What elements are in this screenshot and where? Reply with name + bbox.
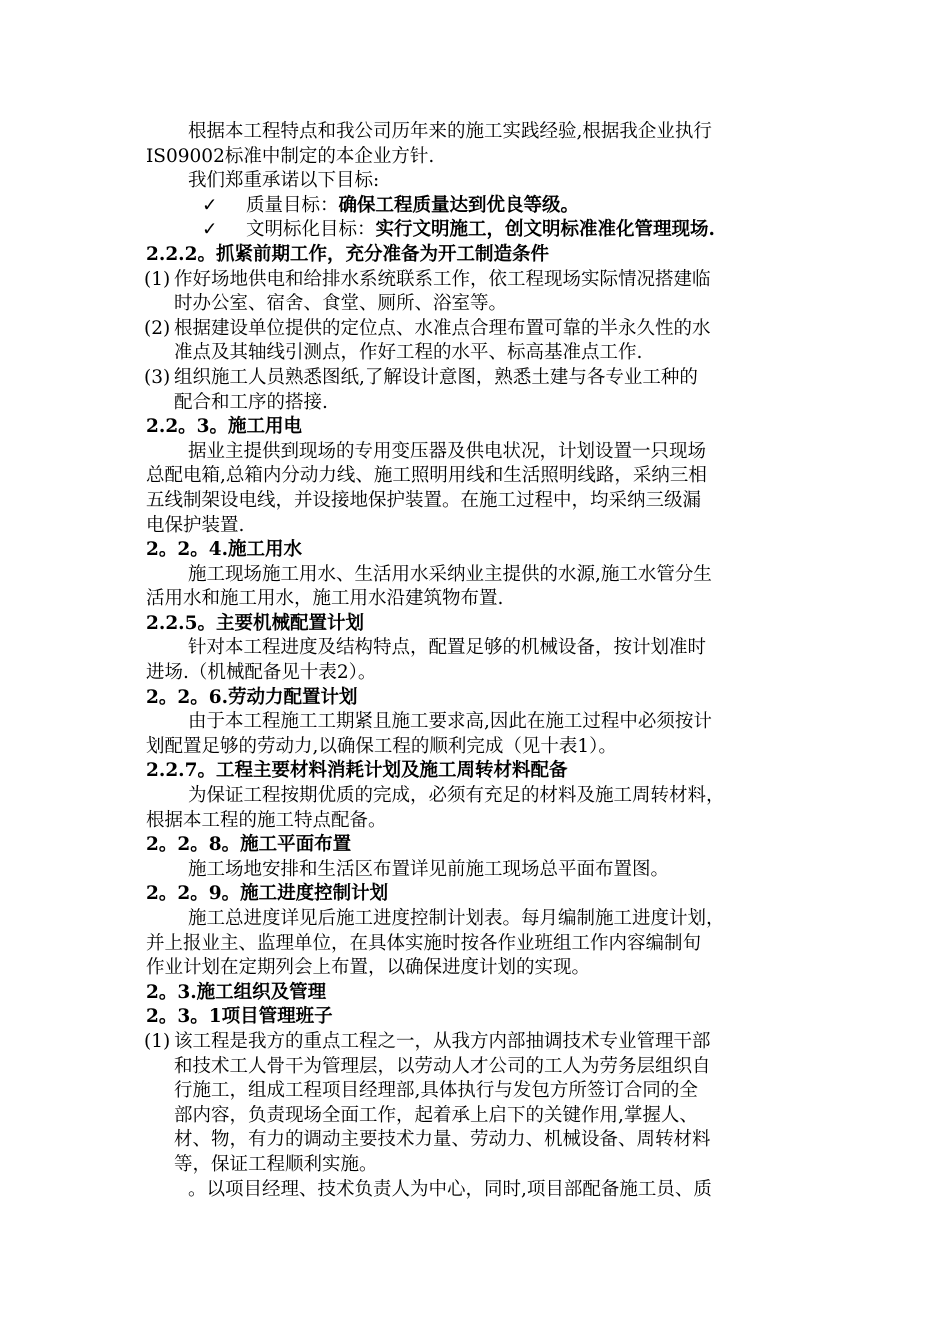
list-line: 该工程是我方的重点工程之一，从我方内部抽调技术专业管理干部 — [174, 1030, 711, 1052]
check-icon: ✓ — [202, 219, 218, 241]
section-heading: 2。2。9。施工进度控制计划 — [146, 883, 389, 905]
section-heading: 2。3。1项目管理班子 — [146, 1006, 333, 1028]
goal-quality — [146, 194, 814, 219]
paragraph-line: 施工总进度详见后施工进度控制计划表。每月编制施工进度计划， — [188, 908, 725, 929]
goal-value: 确保工程质量达到优良等级。 — [338, 194, 580, 216]
paragraph-line: 进场.（机械配备见十表2）。 — [146, 662, 377, 684]
paragraph-line: 五线制架设电线，并设接地保护装置。在施工过程中，均采纳三级漏 — [146, 489, 702, 511]
paragraph-line: 活用水和施工用水，施工用水沿建筑物布置. — [146, 588, 504, 610]
section-heading: 2。3.施工组织及管理 — [146, 981, 327, 1003]
promise-line: 我们郑重承诺以下目标: — [188, 170, 380, 192]
list-line: 配合和工序的搭接. — [174, 391, 328, 413]
list-line: 根据建设单位提供的定位点、水准点合理布置可靠的半永久性的水 — [174, 317, 711, 339]
list-item — [146, 1030, 814, 1178]
paragraph-line: 据业主提供到现场的专用变压器及供电状况，计划设置一只现场 — [188, 440, 707, 462]
list-line: 等，保证工程顺利实施。 — [174, 1153, 378, 1175]
list-line: 和技术工人骨干为管理层，以劳动人才公司的工人为劳务层组织自 — [174, 1055, 711, 1077]
goal-value: 实行文明施工，创文明标准准化管理现场. — [375, 219, 715, 241]
intro-line-1: 根据本工程特点和我公司历年来的施工实践经验,根据我企业执行 — [188, 121, 712, 142]
section-heading: 2。2。6.劳动力配置计划 — [146, 686, 358, 708]
list-number: (1) — [144, 268, 171, 290]
list-line: 时办公室、宿舍、食堂、厕所、浴室等。 — [174, 293, 508, 315]
list-number: (2) — [144, 317, 171, 339]
paragraph-line: 划配置足够的劳动力,以确保工程的顺利完成（见十表1）。 — [146, 735, 617, 757]
paragraph-line: 并上报业主、监理单位，在具体实施时按各作业班组工作内容编制旬 — [146, 932, 702, 954]
list-line: 组织施工人员熟悉图纸,了解设计意图，熟悉土建与各专业工种的 — [174, 366, 698, 388]
paragraph-line: 。以项目经理、技术负责人为中心，同时,项目部配备施工员、质 — [188, 1178, 712, 1200]
section-heading: 2。2。4.施工用水 — [146, 539, 303, 561]
list-number: (3) — [144, 366, 171, 388]
list-line: 作好场地供电和给排水系统联系工作，依工程现场实际情况搭建临 — [174, 268, 711, 290]
list-line: 准点及其轴线引测点，作好工程的水平、标高基准点工作. — [174, 342, 643, 364]
list-line: 行施工，组成工程项目经理部,具体执行与发包方所签订合同的全 — [174, 1080, 698, 1102]
section-heading: 2.2.5。主要机械配置计划 — [146, 612, 364, 634]
intro-line-2: IS09002标准中制定的本企业方针. — [146, 145, 435, 167]
section-heading: 2。2。8。施工平面布置 — [146, 834, 352, 856]
goal-label: 文明标化目标： — [246, 219, 376, 241]
section-heading: 2.2.2。抓紧前期工作，充分准备为开工制造条件 — [146, 243, 550, 265]
list-line: 材、物，有力的调动主要技术力量、劳动力、机械设备、周转材料 — [174, 1129, 711, 1151]
section-heading: 2.2.7。工程主要材料消耗计划及施工周转材料配备 — [146, 760, 568, 782]
list-item — [146, 268, 814, 317]
list-line: 部内容，负责现场全面工作，起着承上启下的关键作用,掌握人、 — [174, 1104, 698, 1126]
list-number: (1) — [144, 1030, 171, 1052]
paragraph-line: 为保证工程按期优质的完成，必须有充足的材料及施工周转材料， — [188, 785, 725, 807]
goal-civilized — [146, 218, 814, 243]
check-icon: ✓ — [202, 194, 218, 216]
paragraph-line: 由于本工程施工工期紧且施工要求高,因此在施工过程中必须按计 — [188, 711, 712, 733]
paragraph-line: 施工现场施工用水、生活用水采纳业主提供的水源,施工水管分生 — [188, 563, 712, 585]
paragraph-line: 根据本工程的施工特点配备。 — [146, 809, 387, 831]
section-heading: 2.2。3。施工用电 — [146, 416, 303, 438]
list-item — [146, 366, 814, 415]
goal-label: 质量目标： — [246, 194, 339, 216]
paragraph-line: 作业计划在定期列会上布置，以确保进度计划的实现。 — [146, 957, 591, 979]
paragraph-line: 施工场地安排和生活区布置详见前施工现场总平面布置图。 — [188, 858, 670, 880]
paragraph-line: 针对本工程进度及结构特点，配置足够的机械设备，按计划准时 — [188, 637, 707, 659]
paragraph-line: 电保护装置. — [146, 514, 245, 536]
document-page — [146, 120, 814, 1202]
list-item — [146, 317, 814, 366]
paragraph-line: 总配电箱,总箱内分动力线、施工照明用线和生活照明线路，采纳三相 — [146, 465, 707, 487]
